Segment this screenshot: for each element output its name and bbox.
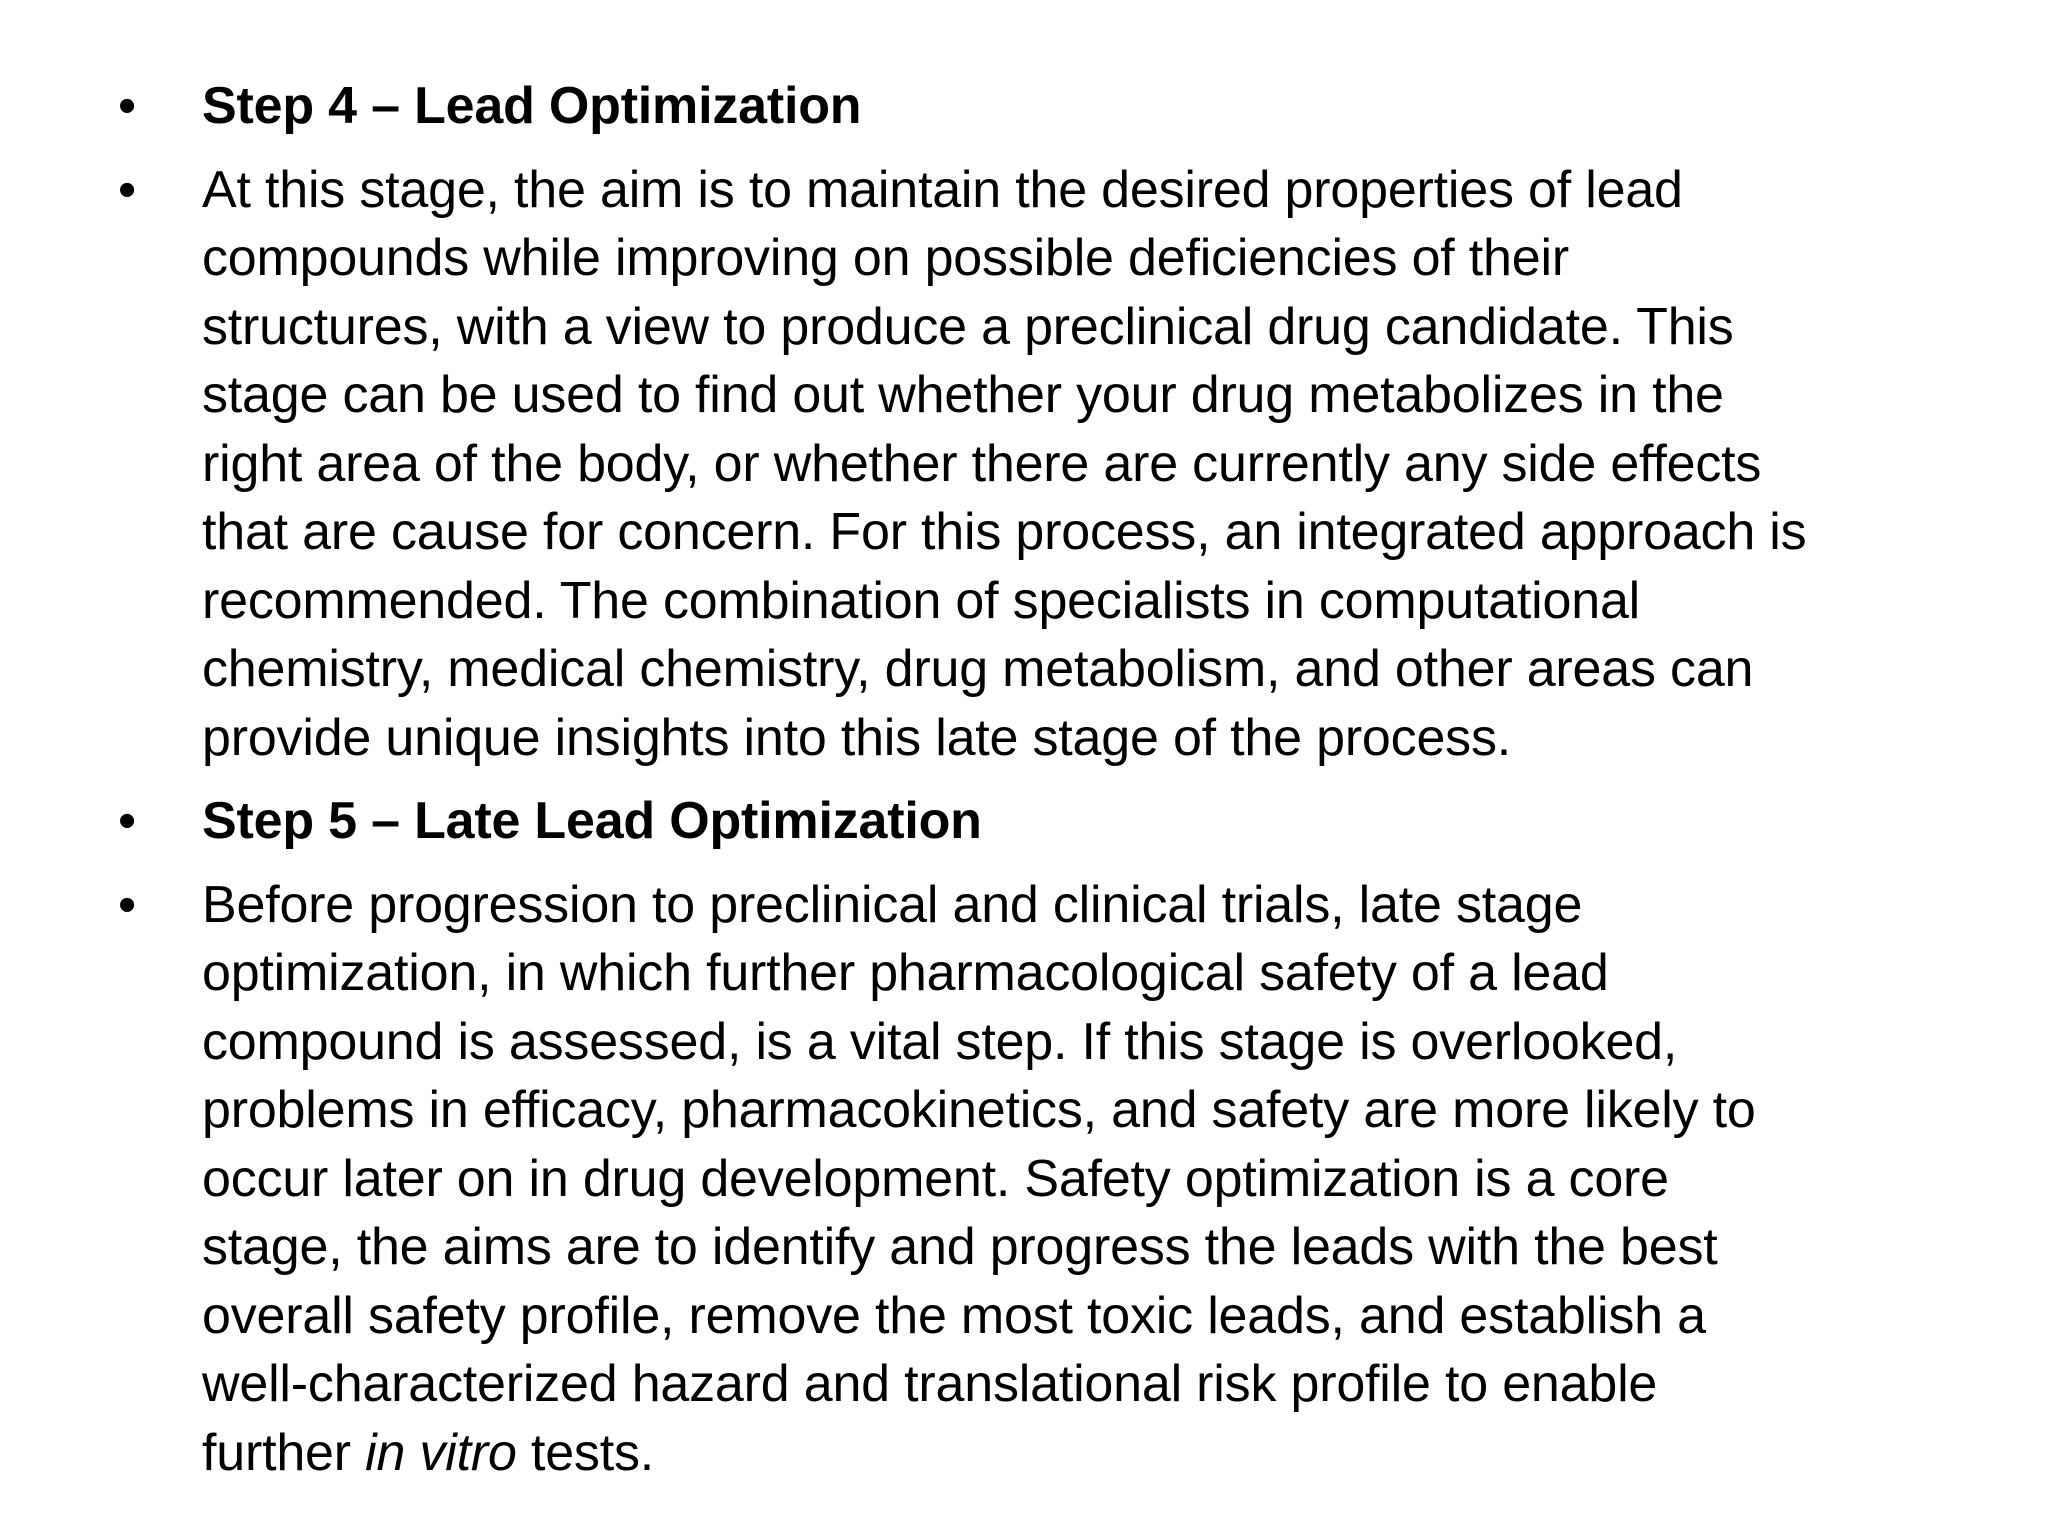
step4-body-line: structures, with a view to produce a preclinical drug candidate. This (202, 297, 1734, 356)
step5-body-line: compound is assessed, is a vital step. If this stage is overlooked, (202, 1012, 1678, 1071)
bullet-list (118, 72, 1998, 1502)
bullet-dot: • (118, 792, 137, 850)
step4-body-line: provide unique insights into this late stage of the process. (202, 708, 1512, 767)
step4-body-line: right area of the body, or whether there are currently any side effects (202, 434, 1762, 493)
step5-body-item (118, 871, 1998, 1488)
step4-body-line: stage can be used to find out whether your drug metabolizes in the (202, 366, 1724, 424)
step4-body-line: chemistry, medical chemistry, drug metabolism, and other areas can (202, 640, 1754, 698)
step5-body-line: stage, the aims are to identify and progress the leads with the best (202, 1218, 1718, 1276)
step5-body-line: overall safety profile, remove the most toxic leads, and establish a (202, 1286, 1706, 1345)
step5-heading-item (118, 787, 1998, 856)
step5-body-last-line (202, 1419, 1998, 1488)
step4-body-line: recommended. The combination of specialists in computational (202, 571, 1641, 630)
step5-heading: Step 5 – Late Lead Optimization (202, 792, 982, 850)
in-vitro-italic: in vitro (365, 1423, 517, 1482)
step5-body-line: well-characterized hazard and translational risk profile to enable (202, 1355, 1658, 1413)
step5-body-line: occur later on in drug development. Safety optimization is a core (202, 1149, 1669, 1208)
step5-body-line: problems in efficacy, pharmacokinetics, and safety are more likely to (202, 1081, 1756, 1139)
bullet-dot: • (118, 77, 137, 135)
step4-heading: Step 4 – Lead Optimization (202, 77, 862, 135)
step5-body-line: optimization, in which further pharmacological safety of a lead (202, 944, 1609, 1002)
step5-last-line-after: tests. (516, 1423, 655, 1482)
step4-heading-item (118, 72, 1998, 141)
step4-body-item (118, 156, 1998, 773)
bullet-dot: • (118, 160, 137, 219)
bullet-dot: • (118, 875, 137, 934)
step4-body-line: compounds while improving on possible deficiencies of their (202, 229, 1569, 287)
step4-body-line: that are cause for concern. For this process, an integrated approach is (202, 503, 1807, 561)
step4-body-line: At this stage, the aim is to maintain the desired properties of lead (202, 160, 1683, 219)
step5-body-line: Before progression to preclinical and clinical trials, late stage (202, 875, 1583, 934)
step5-last-line-before: further (202, 1423, 366, 1482)
